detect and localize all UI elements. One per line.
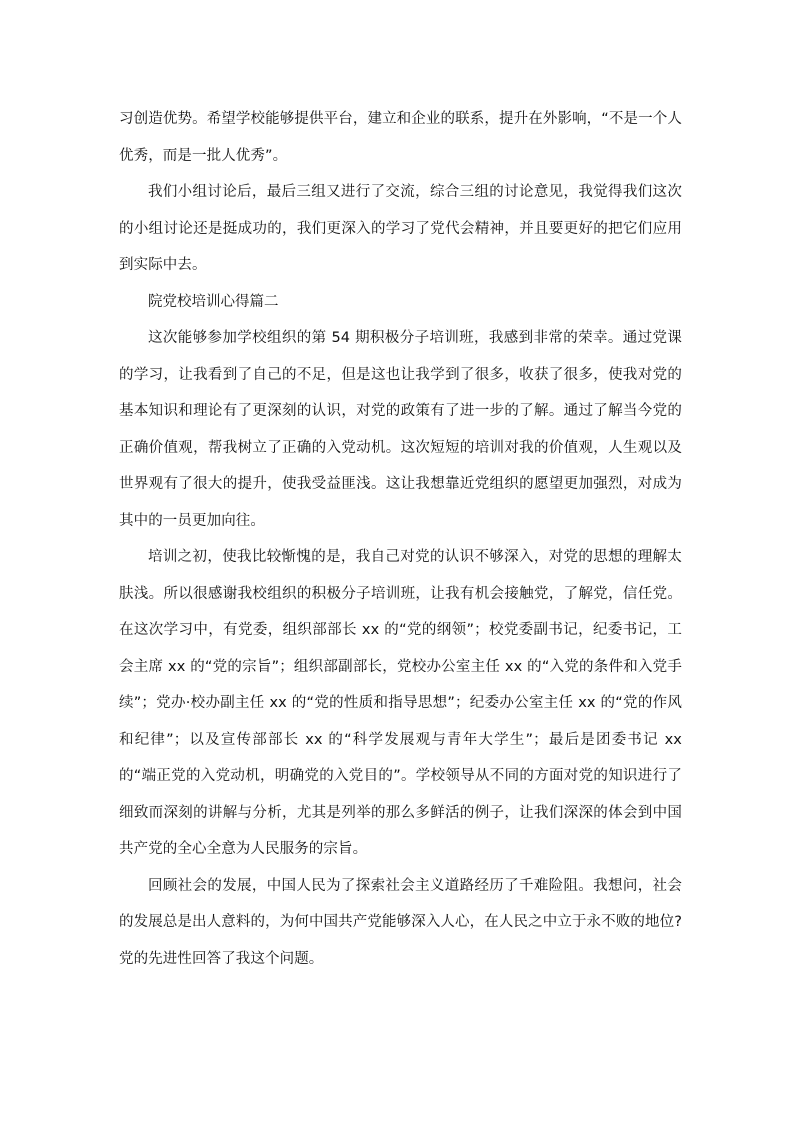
document-body xyxy=(119,101,682,977)
section-heading: 院党校培训心得篇二 xyxy=(148,293,279,310)
paragraph: 我们小组讨论后，最后三组又进行了交流，综合三组的讨论意见，我觉得我们这次的小组讨论还是挺成功的，我们更深入的学习了党代会精神，并且要更好的把它们应用到实际中去。 xyxy=(119,184,682,273)
paragraph: 回顾社会的发展，中国人民为了探索社会主义道路经历了千难险阻。我想问，社会的发展总是出人意料的，为何中国共产党能够深入人心，在人民之中立于永不败的地位?党的先进性回答了我这个问题。 xyxy=(119,877,682,967)
paragraph: 习创造优势。希望学校能够提供平台，建立和企业的联系，提升在外影响，“不是一个人优秀，而是一批人优秀”。 xyxy=(119,111,682,164)
paragraph: 这次能够参加学校组织的第 54 期积极分子培训班，我感到非常的荣幸。通过党课的学习，让我看到了自己的不足，但是这也让我学到了很多，收获了很多，使我对党的基本知识和理论有了更深刻的认识，对党的政策有了进一步的了解。通过了解当今党的正确价值观，帮我树立了正确的入党动机。这次短短的培训对我的价值观，人生观以及世界观有了很大的提升，使我受益匪浅。这让我想靠近党组织的愿望更加强烈，对成为其中的一员更加向往。 xyxy=(119,330,682,529)
paragraph: 培训之初，使我比较惭愧的是，我自己对党的认识不够深入，对党的思想的理解太肤浅。所以很感谢我校组织的积极分子培训班，让我有机会接触党，了解党，信任党。在这次学习中，有党委，组织部部长 xx 的“党的纲领”；校党委副书记，纪委书记，工会主席 xx 的“党的宗旨”；组织部副部长，党校办公室主任 xx 的“入党的条件和入党手续”；党办·校办副主任 xx 的“党的性质和指导思想”；纪委办公室主任 xx 的“党的作风和纪律”；以及宣传部部长 xx 的“科学发展观与青年大学生”；最后是团委书记 xx 的“端正党的入党动机，明确党的入党目的”。学校领导从不同的方面对党的知识进行了细致而深刻的讲解与分析，尤其是列举的那么多鲜活的例子，让我们深深的体会到中国共产党的全心全意为人民服务的宗旨。 xyxy=(119,549,682,857)
